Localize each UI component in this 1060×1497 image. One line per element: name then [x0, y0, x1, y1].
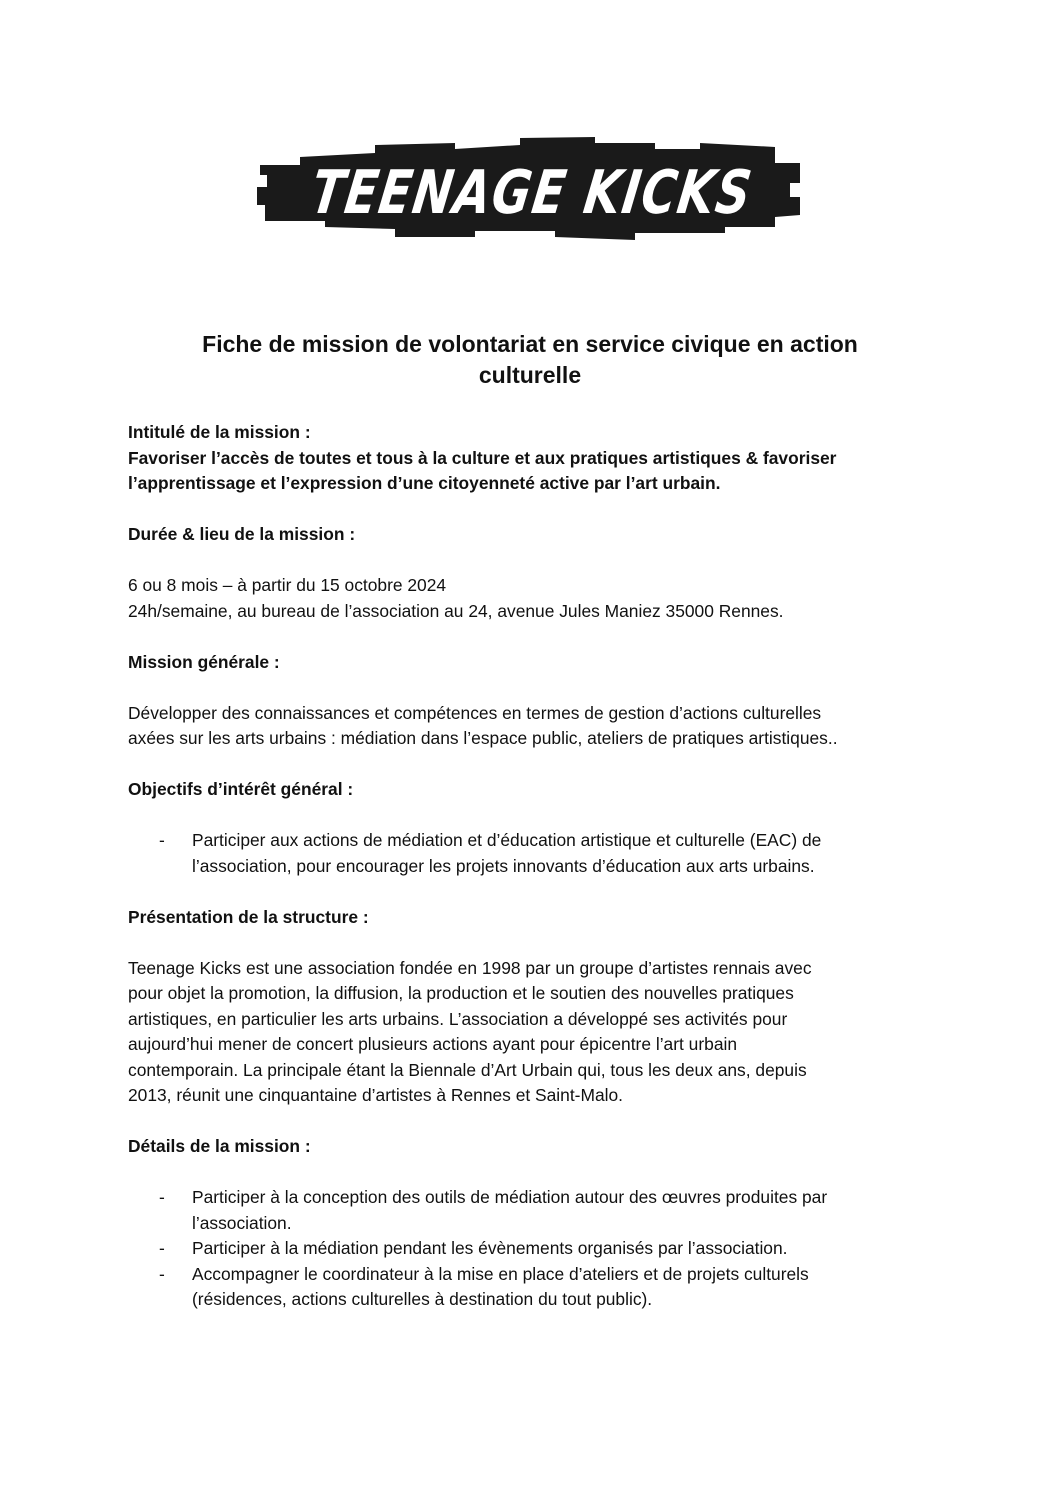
section-heading: Durée & lieu de la mission :: [128, 524, 356, 544]
section-objectifs: [128, 777, 938, 879]
logo-text: TEENAGE KICKS: [306, 158, 876, 228]
bullet-dash: -: [159, 1238, 165, 1258]
paragraph-line: 2013, réunit une cinquantaine d’artistes à Rennes et Saint-Malo.: [128, 1085, 623, 1105]
section-heading: Mission générale :: [128, 651, 280, 672]
section-presentation: [128, 905, 938, 1109]
section-heading: Intitulé de la mission :: [128, 422, 311, 442]
section-details: [128, 1134, 938, 1313]
bullet-dash: -: [159, 830, 165, 850]
list-item: [128, 1236, 938, 1262]
paragraph-line: contemporain. La principale étant la Biennale d’Art Urbain qui, tous les deux ans, depuis: [128, 1059, 807, 1080]
paragraph-line: aujourd’hui mener de concert plusieurs actions ayant pour épicentre l’art urbain: [128, 1034, 738, 1054]
list-item: [128, 828, 938, 879]
bullet-dash: -: [159, 1263, 165, 1284]
section-duree-lieu: [128, 522, 938, 624]
title-line: culturelle: [478, 362, 582, 388]
section-heading: Présentation de la structure :: [128, 906, 369, 927]
list-item: [128, 1185, 938, 1236]
location-text: 24h/semaine, au bureau de l’association au 24, avenue Jules Maniez 35000 Rennes.: [128, 600, 784, 621]
section-heading: Détails de la mission :: [128, 1136, 311, 1156]
list-item-line: Accompagner le coordinateur à la mise en place d’ateliers et de projets culturels: [192, 1263, 809, 1284]
list-item-line: l’association, pour encourager les projets innovants d’éducation aux arts urbains.: [192, 855, 815, 876]
paragraph-line: Teenage Kicks est une association fondée en 1998 par un groupe d’artistes rennais avec: [128, 957, 812, 978]
paragraph-line: axées sur les arts urbains : médiation dans l’espace public, ateliers de pratiques artistiques..: [128, 728, 838, 748]
list-item-line: Participer à la conception des outils de médiation autour des œuvres produites par: [192, 1187, 828, 1207]
duration-text: 6 ou 8 mois – à partir du 15 octobre 2024: [128, 575, 447, 595]
logo-graphic: [255, 135, 876, 245]
teenage-kicks-logo: [255, 135, 876, 245]
paragraph-line: pour objet la promotion, la diffusion, la production et le soutien des nouvelles pratiques: [128, 983, 794, 1003]
paragraph-line: Développer des connaissances et compétences en termes de gestion d’actions culturelles: [128, 702, 822, 723]
mission-title-line: Favoriser l’accès de toutes et tous à la culture et aux pratiques artistiques & favoriser: [128, 447, 837, 468]
list-item: [128, 1262, 938, 1313]
title-line: Fiche de mission de volontariat en service civique en action: [202, 331, 858, 357]
section-heading: Objectifs d’intérêt général :: [128, 779, 354, 799]
list-item-line: Participer aux actions de médiation et d’éducation artistique et culturelle (EAC) de: [192, 830, 822, 850]
paragraph-line: artistiques, en particulier les arts urbains. L’association a développé ses activités pour: [128, 1008, 788, 1029]
mission-title-line: l’apprentissage et l’expression d’une citoyenneté active par l’art urbain.: [128, 473, 721, 493]
document-title: [128, 329, 932, 391]
list-item-line: l’association.: [192, 1212, 292, 1233]
section-intitule: [128, 420, 938, 497]
document-body: [128, 420, 938, 1313]
bullet-dash: -: [159, 1187, 165, 1207]
section-mission-generale: [128, 650, 938, 752]
list-item-line: (résidences, actions culturelles à destination du tout public).: [192, 1289, 653, 1309]
list-item-line: Participer à la médiation pendant les évènements organisés par l’association.: [192, 1238, 788, 1258]
